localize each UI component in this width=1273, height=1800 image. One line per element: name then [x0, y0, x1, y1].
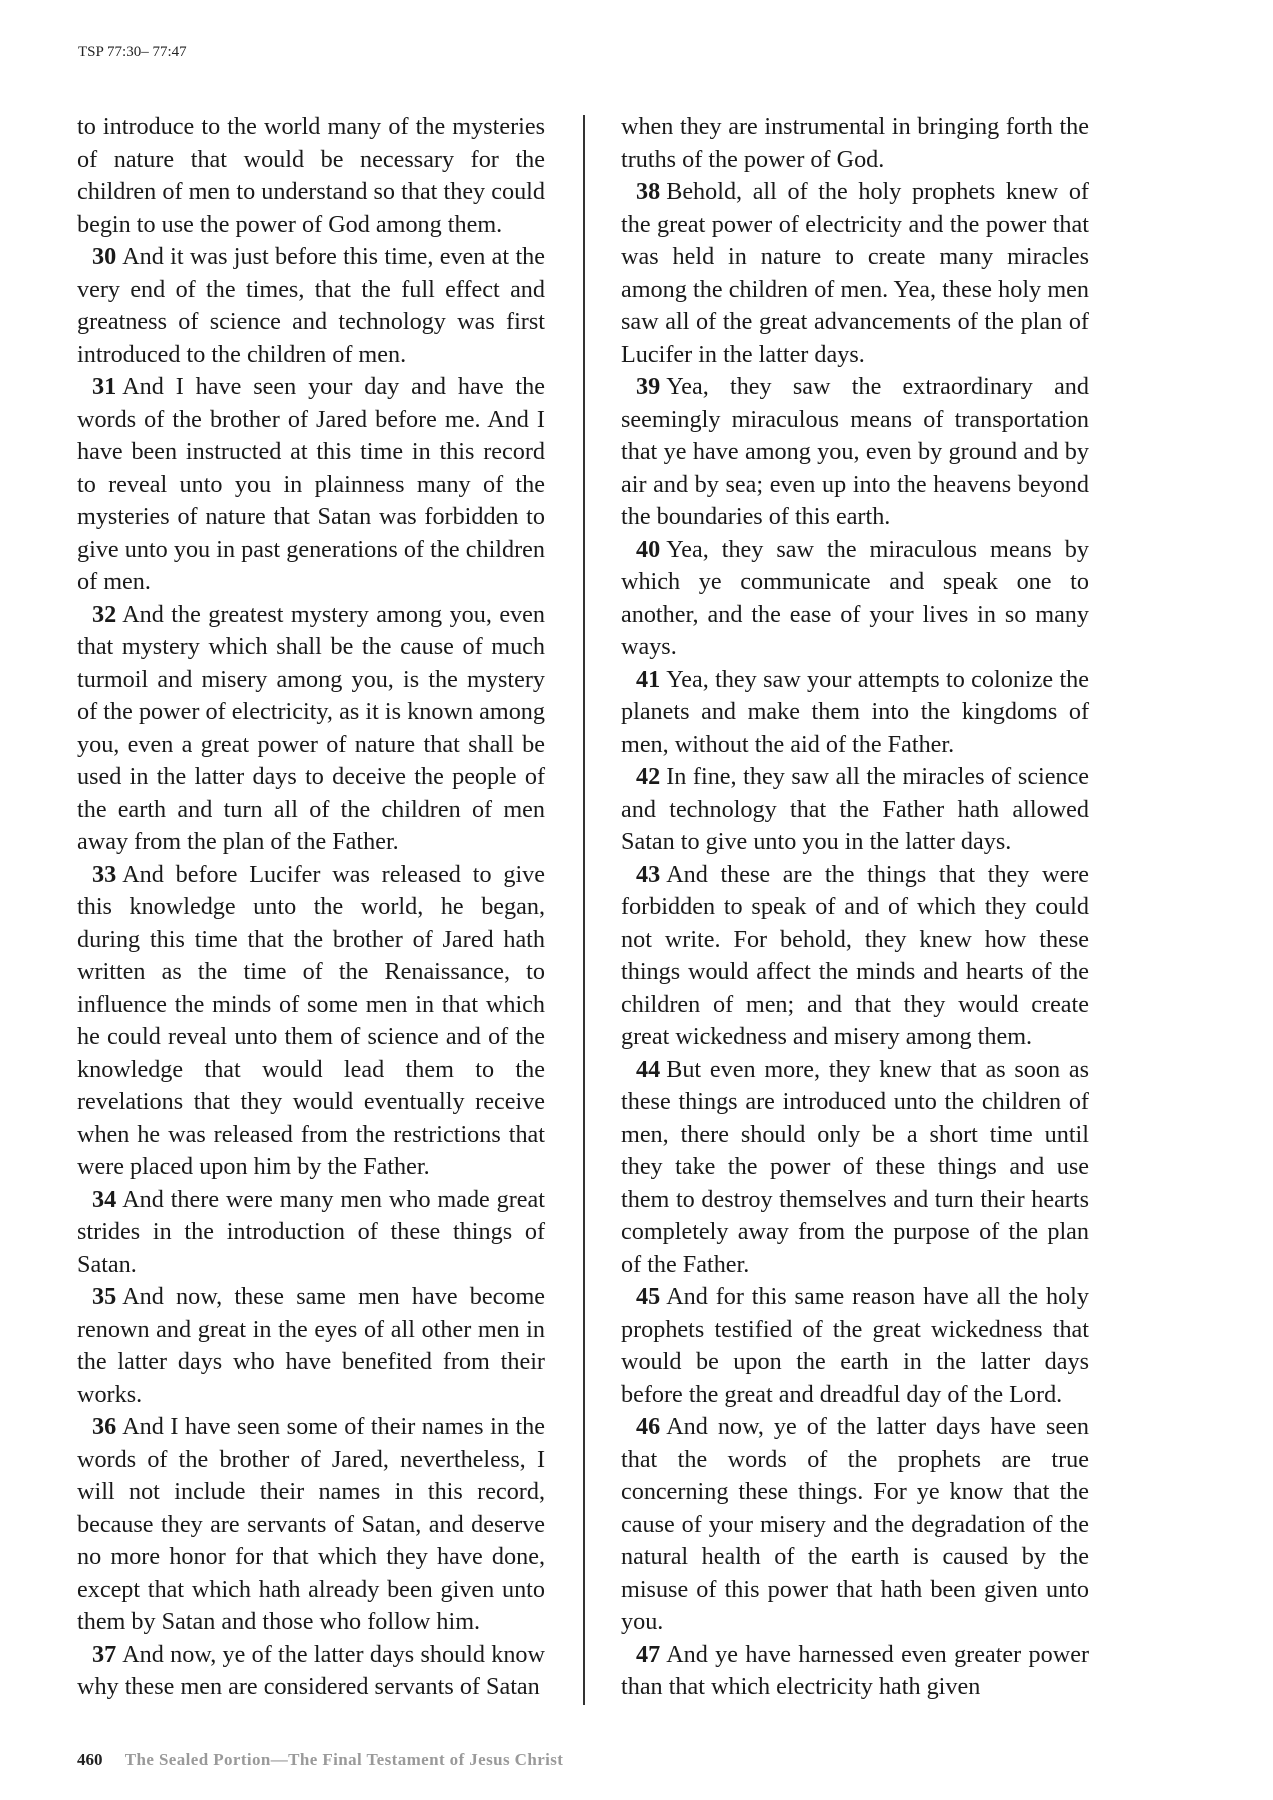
verse-number: 37 — [92, 1640, 117, 1668]
verse-39 — [621, 371, 1089, 534]
continuation-paragraph: to introduce to the world many of the mysteries of nature that would be necessary for the children of men to understand so that they could begin to use the power of God among them. — [77, 113, 545, 238]
verse-text: And it was just before this time, even at the very end of the times, that the full effect and greatness of science and technology was first introduced to the children of men. — [77, 243, 545, 368]
verse-text: Yea, they saw your attempts to colonize the planets and make them into the kingdoms of men, without the aid of the Father. — [621, 665, 1089, 758]
verse-number: 33 — [92, 860, 117, 888]
verse-30 — [77, 241, 545, 371]
verse-31 — [77, 371, 545, 599]
verse-number: 45 — [636, 1283, 661, 1310]
verse-35 — [77, 1281, 545, 1411]
verse-text: And now, ye of the latter days have seen that the words of the prophets are true concerning these things. For ye know that the cause of your misery and the degradation of the natural health of the earth is caused by the misuse of this power that hath been given unto you. — [621, 1413, 1089, 1635]
verse-43 — [621, 859, 1089, 1054]
left-column — [77, 111, 545, 1704]
verse-number: 42 — [636, 763, 661, 790]
verse-47 — [621, 1639, 1089, 1704]
verse-number: 34 — [92, 1185, 117, 1213]
verse-number: 35 — [92, 1283, 117, 1310]
verse-text: Behold, all of the holy prophets knew of the great power of electricity and the power that was held in nature to create many miracles among the children of men. Yea, these holy men saw all of the great advancements of the plan of Lucifer in the latter days. — [621, 178, 1089, 368]
page-footer — [77, 1750, 563, 1770]
verse-number: 46 — [636, 1413, 661, 1440]
verse-46 — [621, 1411, 1089, 1639]
verse-text: In fine, they saw all the miracles of science and technology that the Father hath allowed Satan to give unto you in the latter days. — [621, 763, 1089, 855]
verse-38 — [621, 176, 1089, 371]
verse-32 — [77, 599, 545, 859]
verse-44 — [621, 1054, 1089, 1282]
verse-number: 38 — [636, 178, 661, 205]
verse-number: 32 — [92, 600, 117, 628]
verse-36 — [77, 1411, 545, 1639]
verse-text: And these are the things that they were forbidden to speak of and of which they could not write. For behold, they knew how these things would affect the minds and hearts of the children of men; and that they would create great wickedness and misery among them. — [621, 860, 1089, 1050]
verse-number: 31 — [92, 373, 117, 400]
verse-41 — [621, 664, 1089, 762]
continuation-paragraph: when they are instrumental in bringing forth the truths of the power of God. — [621, 113, 1089, 173]
verse-text: And the greatest mystery among you, even that mystery which shall be the cause of much turmoil and misery among you, is the mystery of the power of electricity, as it is known among you, even a great power of nature that shall be used in the latter days to deceive the people of the earth and turn all of the children of men away from the plan of the Father. — [77, 600, 545, 855]
verse-text: Yea, they saw the miraculous means by which ye communicate and speak one to another, and the ease of your lives in so many ways. — [621, 535, 1089, 660]
verse-text: But even more, they knew that as soon as these things are introduced unto the children of men, there should only be a short time until they take the power of these things and use them to destroy themselves and turn their hearts completely away from the purpose of the plan of the Father. — [621, 1055, 1089, 1278]
verse-text: And I have seen your day and have the words of the brother of Jared before me. And I have been instructed at this time in this record to reveal unto you in plainness many of the mysteries of nature that Satan was forbidden to give unto you in past generations of the children of men. — [77, 373, 545, 595]
right-column — [621, 111, 1089, 1704]
column-divider — [583, 115, 585, 1705]
verse-number: 40 — [636, 535, 661, 563]
verse-42 — [621, 761, 1089, 859]
verse-number: 43 — [636, 860, 661, 888]
running-head: TSP 77:30– 77:47 — [78, 44, 187, 60]
verse-34 — [77, 1184, 545, 1282]
verse-45 — [621, 1281, 1089, 1411]
verse-text: And now, these same men have become renown and great in the eyes of all other men in the latter days who have benefited from their works. — [77, 1283, 545, 1408]
verse-number: 47 — [636, 1640, 661, 1668]
page-number: 460 — [77, 1750, 103, 1769]
verse-text: Yea, they saw the extraordinary and seemingly miraculous means of transportation that ye have among you, even by ground and by air and by sea; even up into the heavens beyond the boundaries of this earth. — [621, 373, 1089, 530]
verse-33 — [77, 859, 545, 1184]
verse-text: And now, ye of the latter days should know why these men are considered servants of Satan — [77, 1640, 545, 1700]
verse-number: 44 — [636, 1055, 661, 1083]
verse-number: 39 — [636, 373, 661, 400]
verse-text: And for this same reason have all the holy prophets testified of the great wickedness that would be upon the earth in the latter days before the great and dreadful day of the Lord. — [621, 1283, 1089, 1408]
verse-number: 41 — [636, 665, 661, 693]
verse-37 — [77, 1639, 545, 1704]
verse-text: And before Lucifer was released to give this knowledge unto the world, he began, during this time that the brother of Jared hath written as the time of the Renaissance, to influence the minds of some men in that which he could reveal unto them of science and of the knowledge that would lead them to the revelations that they would eventually receive when he was released from the restrictions that were placed upon him by the Father. — [77, 860, 545, 1180]
verse-text: And there were many men who made great strides in the introduction of these things of Satan. — [77, 1185, 545, 1278]
verse-text: And I have seen some of their names in the words of the brother of Jared, nevertheless, I will not include their names in this record, because they are servants of Satan, and deserve no more honor for that which they have done, except that which hath already been given unto them by Satan and those who follow him. — [77, 1413, 545, 1635]
verse-40 — [621, 534, 1089, 664]
verse-text: And ye have harnessed even greater power than that which electricity hath given — [621, 1640, 1089, 1700]
verse-number: 30 — [92, 243, 117, 270]
book-title: The Sealed Portion—The Final Testament of Jesus Christ — [124, 1750, 564, 1769]
verse-number: 36 — [92, 1413, 117, 1440]
